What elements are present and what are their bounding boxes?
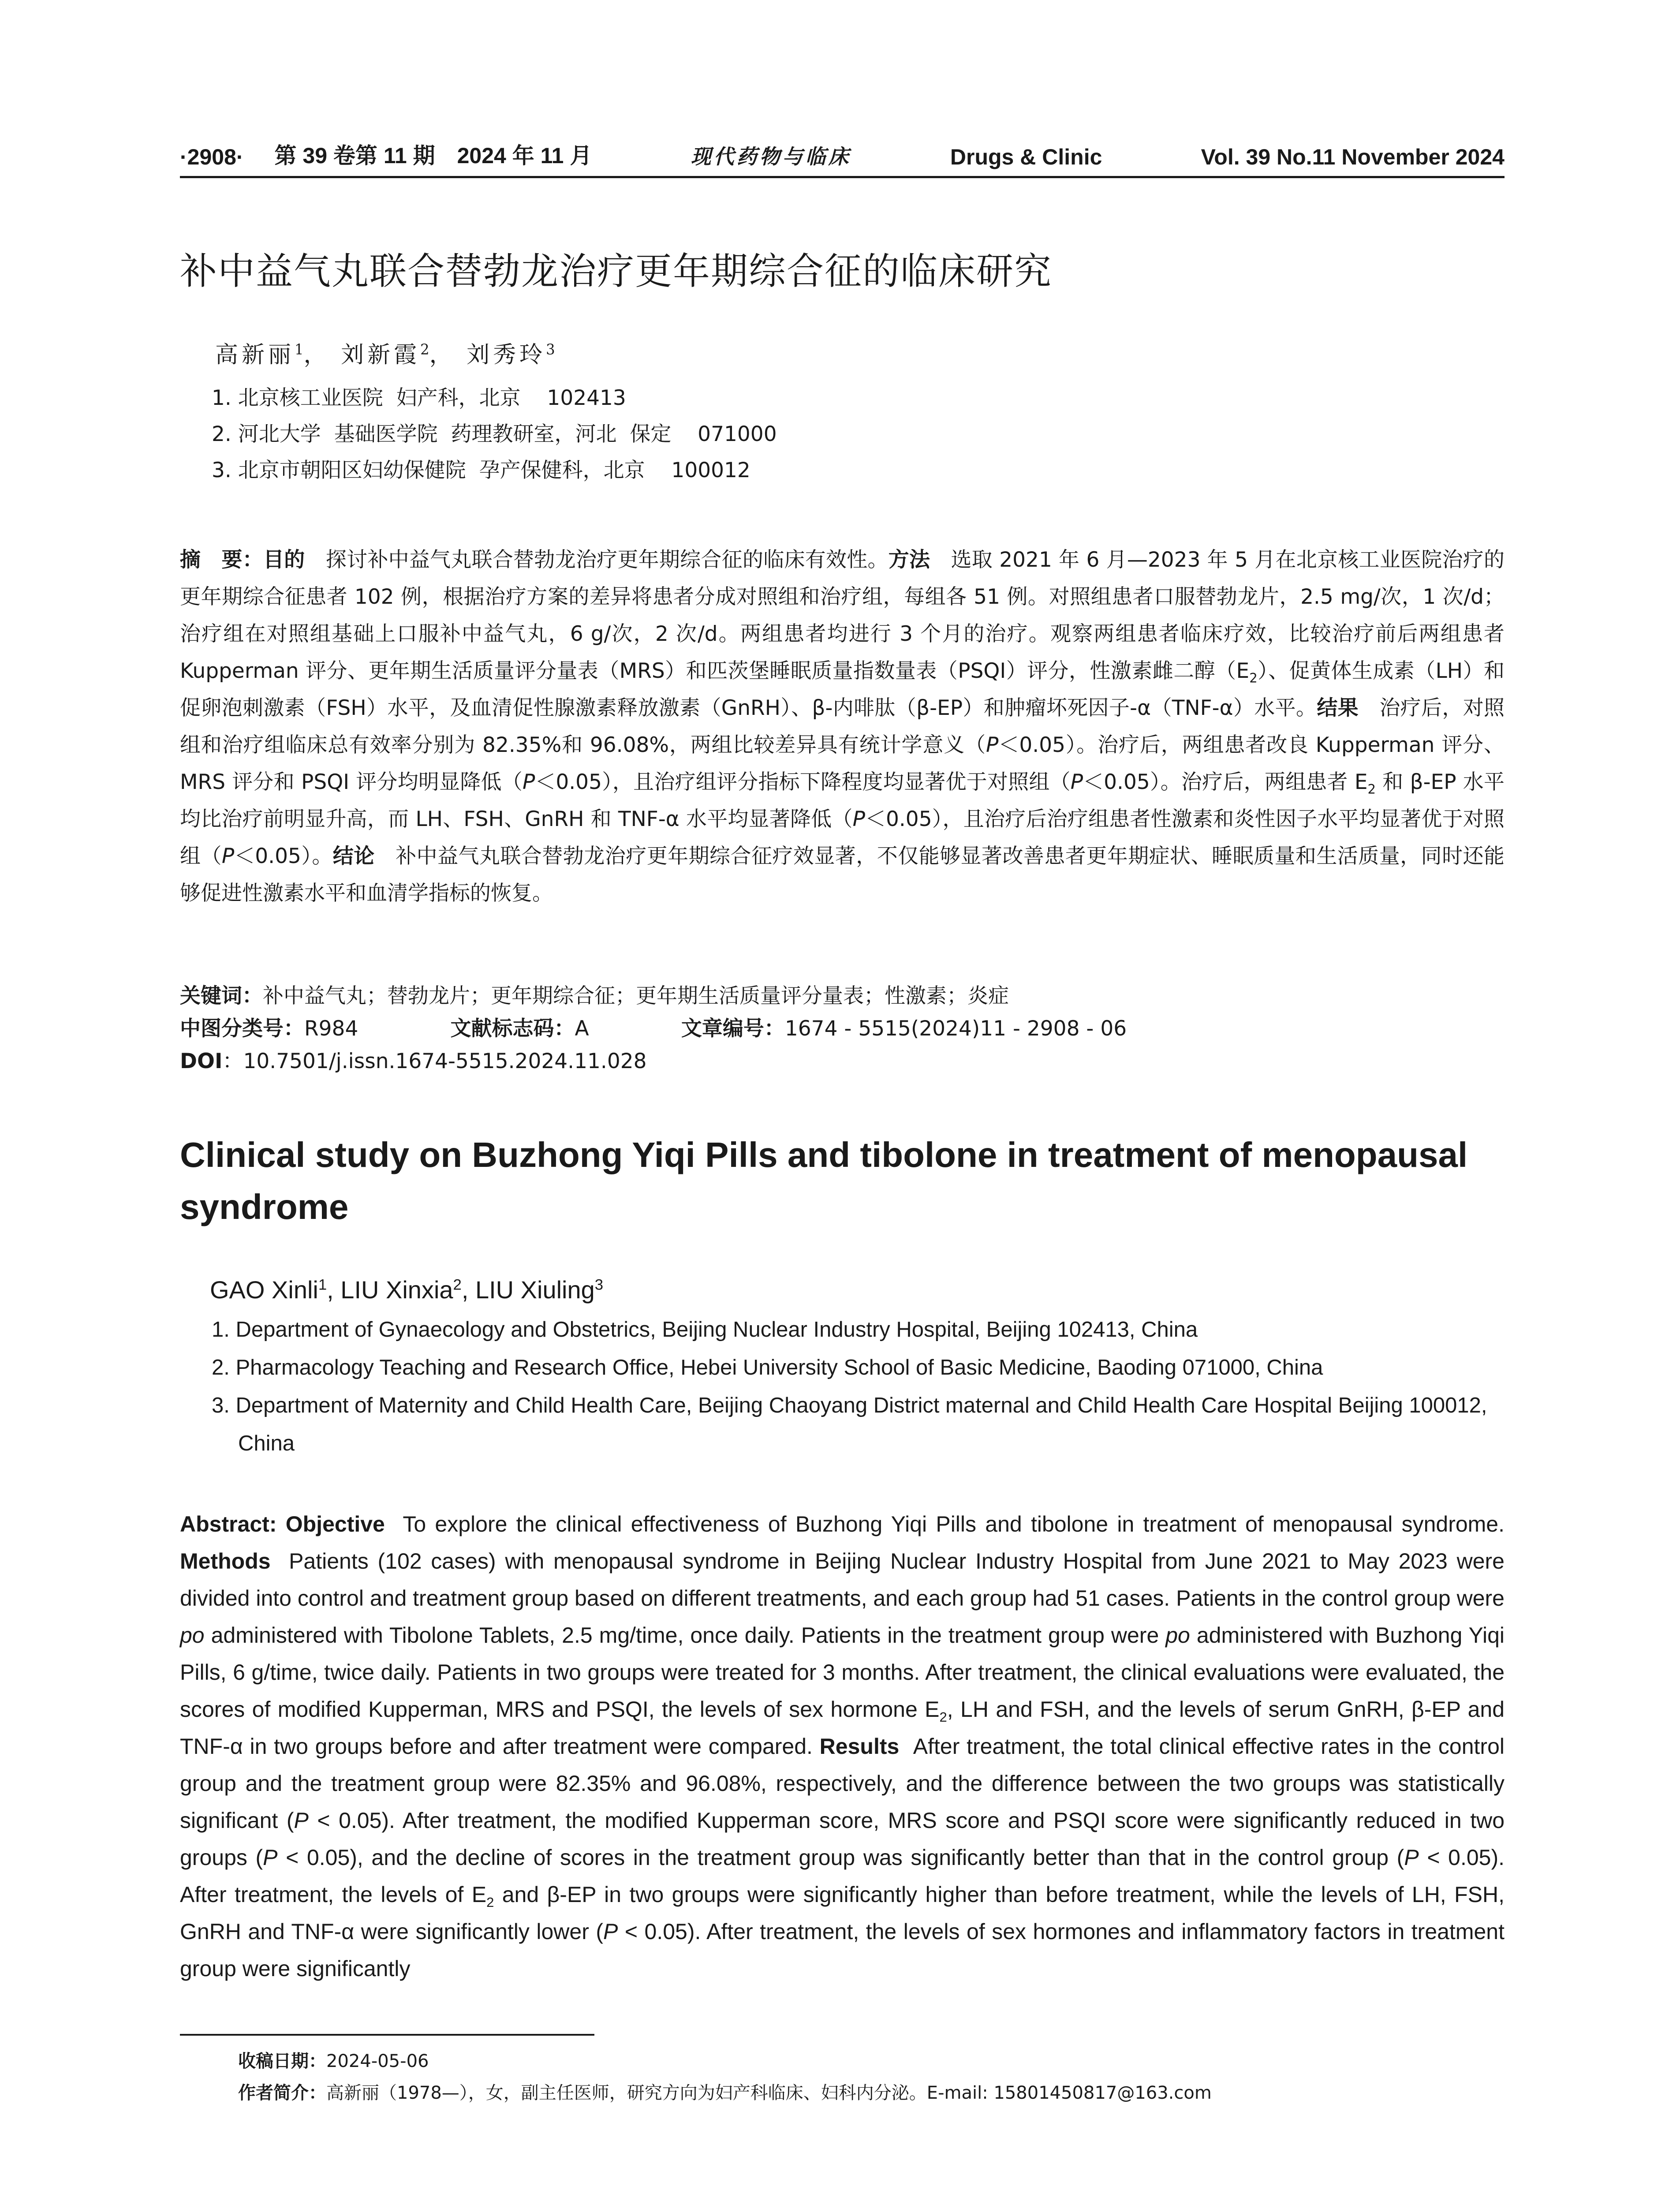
results-text: < 0.05). After treatment, the modified Kupperman score, MRS score and PSQI score were significantly reduced in two groups ( <box>180 1808 1505 1870</box>
article-title-cn: 补中益气丸联合替勃龙治疗更年期综合征的临床研究 <box>180 250 1053 293</box>
classification-line <box>180 1013 1505 1044</box>
results-text: After treatment, the total clinical effective rates in the control group and the treatment group were 82.35% and 96.08%, respectively, and the difference between the two groups was statistically significant ( <box>180 1734 1505 1833</box>
p-symbol: P <box>294 1808 309 1833</box>
abstract-label: 摘 要： <box>180 548 264 572</box>
affiliation-list-cn <box>212 380 1504 489</box>
received-value: 2024-05-06 <box>326 2051 429 2071</box>
objective-label: 目的 <box>263 548 305 572</box>
objective-text: 探讨补中益气丸联合替勃龙治疗更年期综合征的临床有效性。 <box>325 548 889 572</box>
doi-label: DOI <box>180 1049 223 1073</box>
doc-code-value: A <box>575 1017 589 1041</box>
methods-label: Methods <box>180 1549 271 1573</box>
conclusion-text: 补中益气丸联合替勃龙治疗更年期综合征疗效显著，不仅能够显著改善患者更年期症状、睡眠质量和生活质量，同时还能够促进性激素水平和血清学指标的恢复。 <box>180 844 1505 905</box>
methods-text: administered with Buzhong Yiqi Pills, 6 g/time, twice daily. Patients in two groups were treated for 3 months. After treatment, the clinical evaluations were evaluated, the scores of modified Kupperman, MRS and PSQI, the levels of sex hormone E <box>180 1623 1505 1722</box>
results-text: ＜0.05），且治疗组评分指标下降程度均显著优于对照组（ <box>535 770 1071 794</box>
affiliation-item: 1. 北京核工业医院 妇产科，北京 102413 <box>212 386 626 410</box>
page-number: ·2908· <box>180 145 244 169</box>
results-text: < 0.05), and the decline of scores in the treatment group was significantly better than that in the control group ( <box>277 1845 1404 1870</box>
objective-label: Objective <box>285 1512 385 1536</box>
results-text: ＜0.05）。治疗后，两组患者 E <box>1083 770 1368 794</box>
author-name: GAO Xinli <box>210 1276 318 1304</box>
author-name: LIU Xiuling <box>475 1276 595 1304</box>
methods-text: , LH and FSH, and the levels of serum GnRH, β-EP and TNF-α in two groups before and after treatment were compared. <box>180 1697 1505 1759</box>
author-separator: ， <box>303 342 330 368</box>
date-cn: 2024 年 11 月 <box>457 143 592 168</box>
author-separator: ， <box>429 342 456 368</box>
affiliation-text: 1. Department of Gynaecology and Obstetrics, Beijing Nuclear Industry Hospital, Beijing 102413, China <box>212 1318 1198 1342</box>
subscript: 2 <box>1249 670 1258 686</box>
author-name: 高新丽 <box>215 342 295 368</box>
bio-text: 高新丽（1978—），女，副主任医师，研究方向为妇产科临床、妇科内分泌。E-mail: 15801450817@163.com <box>326 2083 1212 2103</box>
results-text: ＜0.05），且治疗后治疗组患者性激素和炎性因子水平均显著优于对照组（ <box>180 807 1505 868</box>
abstract-en <box>180 1506 1505 1987</box>
author-affiliation-mark: 3 <box>594 1276 604 1293</box>
volume-en: Vol. 39 No.11 November 2024 <box>1201 145 1505 169</box>
methods-text-tail: ）、促黄体生成素（LH）和促卵泡刺激素（FSH）水平，及血清促性腺激素释放激素（GnRH）、β-内啡肽（β-EP）和肿瘤坏死因子-α（TNF-α）水平。 <box>180 659 1505 720</box>
author-name: 刘新霞 <box>341 342 421 368</box>
author-affiliation-mark: 1 <box>318 1276 327 1293</box>
footnote-rule <box>180 2034 594 2036</box>
p-symbol: P <box>522 770 535 794</box>
doi-line <box>180 1046 1505 1077</box>
author-name: LIU Xinxia <box>340 1276 453 1304</box>
p-symbol: P <box>1070 770 1083 794</box>
po-term: po <box>1165 1623 1190 1648</box>
keywords-label: 关键词： <box>180 984 263 1008</box>
journal-name-en: Drugs & Clinic <box>950 145 1102 169</box>
subscript: 2 <box>1367 781 1376 797</box>
affiliation-text: 2. Pharmacology Teaching and Research Office, Hebei University School of Basic Medicine, Baoding 071000, China <box>212 1356 1323 1379</box>
running-header <box>180 140 1505 178</box>
results-text: < 0.05). After treatment, the levels of sex hormones and inflammatory factors in treatment group were significantly <box>180 1919 1505 1981</box>
keywords-text: 补中益气丸；替勃龙片；更年期综合征；更年期生活质量评分量表；性激素；炎症 <box>263 984 1009 1008</box>
p-symbol: P <box>1404 1845 1419 1870</box>
results-text: and β-EP in two groups were significantly higher than before treatment, while the levels of LH, FSH, GnRH and TNF-α were significantly lower ( <box>180 1882 1505 1944</box>
p-symbol: P <box>986 733 999 757</box>
author-list-cn <box>215 340 1494 370</box>
results-text: 和 β-EP 水平均比治疗前明显升高，而 LH、FSH、GnRH 和 TNF-α 水平均显著降低（ <box>180 770 1505 831</box>
abstract-cn <box>180 542 1505 912</box>
affiliation-item: 3. 北京市朝阳区妇幼保健院 孕产保健科，北京 100012 <box>212 458 750 482</box>
article-no-value: 1674 - 5515(2024)11 - 2908 - 06 <box>784 1017 1127 1041</box>
results-label: Results <box>819 1734 900 1759</box>
methods-text: administered with Tibolone Tablets, 2.5 mg/time, once daily. Patients in the treatment group were <box>204 1623 1166 1648</box>
results-text: < 0.05). After treatment, the levels of E <box>180 1845 1505 1907</box>
author-separator: , <box>327 1276 341 1304</box>
author-name: 刘秀玲 <box>467 342 546 368</box>
results-text: ＜0.05）。治疗后，两组患者改良 Kupperman 评分、MRS 评分和 PSQI 评分均明显降低（ <box>180 733 1505 794</box>
subscript: 2 <box>486 1895 494 1910</box>
p-symbol: P <box>852 807 865 831</box>
po-term: po <box>180 1623 205 1648</box>
p-symbol: P <box>603 1919 618 1944</box>
abstract-label: Abstract: <box>180 1512 277 1536</box>
methods-label: 方法 <box>888 548 930 572</box>
received-date <box>238 2045 1499 2077</box>
header-left <box>180 138 592 170</box>
footnote <box>238 2045 1499 2109</box>
clc-value: R984 <box>304 1017 358 1041</box>
affiliation-item: 2. 河北大学 基础医学院 药理教研室，河北 保定 071000 <box>212 422 777 446</box>
journal-name-cn: 现代药物与临床 <box>691 145 851 168</box>
doi-value[interactable]: ：10.7501/j.issn.1674-5515.2024.11.028 <box>222 1049 647 1073</box>
author-list-en <box>210 1274 1489 1305</box>
article-no-label: 文章编号： <box>681 1017 785 1041</box>
author-affiliation-mark: 2 <box>420 341 429 358</box>
keywords-line <box>180 981 1505 1012</box>
affiliation-text: 3. Department of Maternity and Child Health Care, Beijing Chaoyang District maternal and Child Health Care Hospital Beijing 100012, China <box>212 1394 1487 1455</box>
clc-label: 中图分类号： <box>180 1017 304 1041</box>
affiliation-item <box>212 1387 1504 1462</box>
author-affiliation-mark: 1 <box>295 341 304 358</box>
article-title-en: Clinical study on Buzhong Yiqi Pills and tibolone in treatment of menopausal syndrome <box>180 1135 1468 1226</box>
doc-code-label: 文献标志码： <box>450 1017 575 1041</box>
results-label: 结果 <box>1317 696 1359 720</box>
subscript: 2 <box>939 1709 947 1725</box>
methods-text: Patients (102 cases) with menopausal syndrome in Beijing Nuclear Industry Hospital from June 2021 to May 2023 were divided into control and treatment group based on different treatments, and each group had 51 cases. Patients in the control group were <box>180 1549 1505 1611</box>
author-affiliation-mark: 2 <box>453 1276 462 1293</box>
author-bio <box>238 2077 1499 2109</box>
affiliation-item <box>212 1311 1504 1349</box>
affiliation-item <box>212 1349 1504 1387</box>
results-text: ＜0.05）。 <box>234 844 333 868</box>
conclusion-label: 结论 <box>332 844 375 868</box>
results-text: 治疗后，对照组和治疗组临床总有效率分别为 82.35%和 96.08%，两组比较差异具有统计学意义（ <box>180 696 1505 757</box>
author-affiliation-mark: 3 <box>546 341 555 358</box>
volume-cn: 第 39 卷第 11 期 <box>274 143 435 168</box>
methods-text: 选取 2021 年 6 月—2023 年 5 月在北京核工业医院治疗的更年期综合征患者 102 例，根据治疗方案的差异将患者分成对照组和治疗组，每组各 51 例。对照组患者口服替勃龙片，2.5 mg/次，1 次/d；治疗组在对照组基础上口服补中益气丸，6 g/次，2 次/d。两组患者均进行 3 个月的治疗。观察两组患者临床疗效，比较治疗前后两组患者 Kupperman 评分、更年期生活质量评分量表（MRS）和匹茨堡睡眠质量指数量表（PSQI）评分，性激素雌二醇（E <box>180 548 1505 683</box>
affiliation-list-en <box>212 1311 1504 1462</box>
author-separator: , <box>461 1276 475 1304</box>
p-symbol: P <box>221 844 235 868</box>
objective-text: To explore the clinical effectiveness of Buzhong Yiqi Pills and tibolone in treatment of menopausal syndrome. <box>403 1512 1505 1536</box>
p-symbol: P <box>263 1845 278 1870</box>
received-label: 收稿日期： <box>238 2051 326 2071</box>
bio-label: 作者简介： <box>238 2083 326 2103</box>
